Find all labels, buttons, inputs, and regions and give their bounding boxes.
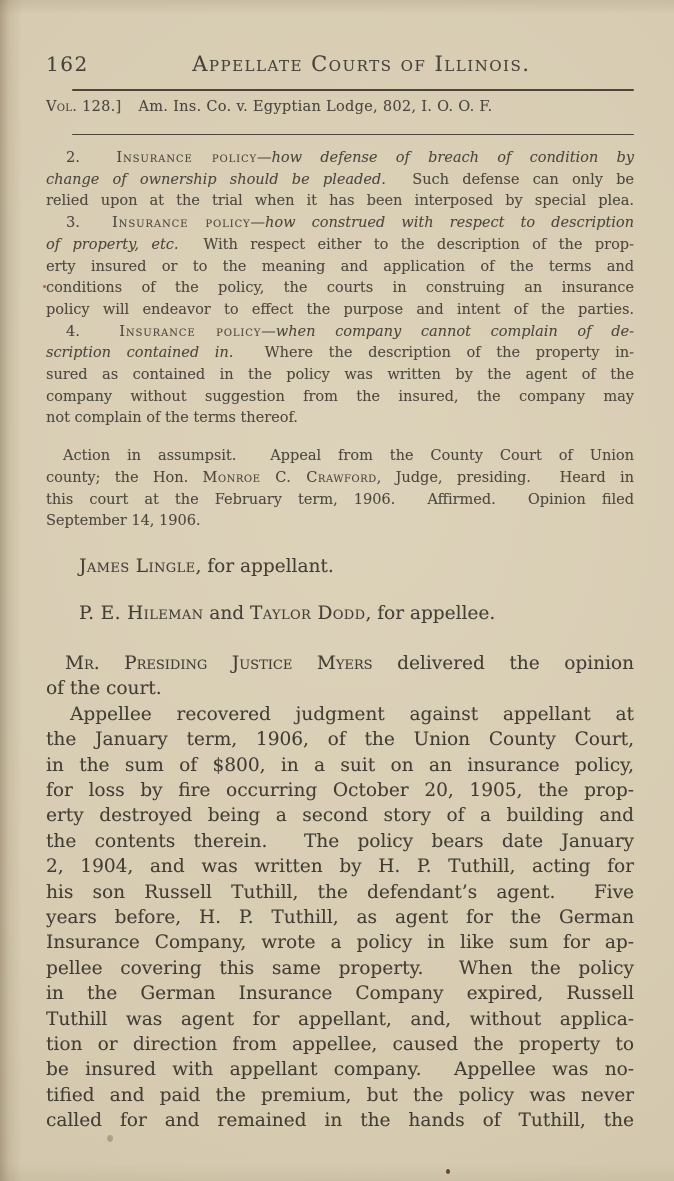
text-line: for loss by fire occurring October 20, 1905, the prop- xyxy=(46,779,634,801)
text-line: tified and paid the premium, but the policy was never xyxy=(46,1084,634,1106)
text-line: 3. Insurance policy—how construed with respect to description xyxy=(66,215,634,232)
text-line: September 14, 1906. xyxy=(46,513,201,530)
text-line: the contents therein. The policy bears date January xyxy=(46,830,634,852)
text-line: erty destroyed being a second story of a building and xyxy=(46,805,634,827)
ink-speck xyxy=(446,1169,450,1174)
text-line: 2. Insurance policy—how defense of breach of condition by xyxy=(66,150,634,166)
text-line: in the sum of $800, in a suit on an insurance policy, xyxy=(46,754,634,776)
text-line: Tuthill was agent for appellant, and, without applica- xyxy=(46,1008,634,1030)
text-line: conditions of the policy, the courts in construing an insurance xyxy=(46,280,634,297)
text-line: change of ownership should be pleaded. Such defense can only be xyxy=(46,171,634,188)
page-content xyxy=(46,52,634,1134)
text-line: James Lingle, for appellant. xyxy=(79,555,334,577)
text-line: Action in assumpsit. Appeal from the County Court of Union xyxy=(63,448,634,465)
text-line: of property, etc. With respect either to the description of the prop- xyxy=(46,236,634,253)
horizontal-rule xyxy=(72,134,634,135)
text-line: Appellee recovered judgment against appellant at xyxy=(70,703,634,725)
counsel-appellant xyxy=(46,554,634,580)
text-line: 4. Insurance policy—when company cannot complain of de- xyxy=(66,323,634,340)
text-line: called for and remained in the hands of Tuthill, the xyxy=(46,1110,634,1132)
page-header xyxy=(46,52,634,76)
text-line: pellee covering this same property. When the policy xyxy=(46,957,634,979)
text-line: 2, 1904, and was written by H. P. Tuthill, acting for xyxy=(46,856,634,878)
page-number: 162 xyxy=(46,52,89,76)
case-history xyxy=(46,446,634,533)
text-line: sured as contained in the policy was written by the agent of the xyxy=(46,367,634,384)
headnote-2 xyxy=(46,148,634,213)
headnote-4 xyxy=(46,322,634,431)
opinion-heading xyxy=(46,651,634,702)
text-line: policy will endeavor to effect the purpose and intent of the parties. xyxy=(46,301,634,318)
text-line: erty insured or to the meaning and application of the terms and xyxy=(46,258,634,275)
volume-case-line xyxy=(46,91,634,121)
running-title: Appellate Courts of Illinois. xyxy=(192,52,531,76)
text-line: be insured with appellant company. Appellee was no- xyxy=(46,1059,634,1081)
volume-label: Vol. 128.] xyxy=(46,99,122,115)
text-line: P. E. Hileman and Taylor Dodd, for appellee. xyxy=(79,602,496,624)
text-line: Insurance Company, wrote a policy in like sum for ap- xyxy=(46,932,634,954)
opinion-body xyxy=(46,702,634,1134)
text-line: years before, H. P. Tuthill, as agent for the German xyxy=(46,907,634,929)
text-line: the January term, 1906, of the Union County Court, xyxy=(46,729,634,751)
page-body-text xyxy=(46,148,634,1134)
text-line: his son Russell Tuthill, the defendant’s agent. Five xyxy=(46,881,634,903)
text-line: of the court. xyxy=(46,678,162,700)
text-line: in the German Insurance Company expired, Russell xyxy=(46,983,634,1005)
counsel-appellee xyxy=(46,601,634,627)
text-line: not complain of the terms thereof. xyxy=(46,410,298,427)
case-title: Am. Ins. Co. v. Egyptian Lodge, 802, I. O. O. F. xyxy=(138,99,493,115)
ink-speck xyxy=(107,1135,113,1142)
text-line: scription contained in. Where the description of the property in- xyxy=(46,345,634,362)
headnote-3 xyxy=(46,213,634,322)
text-line: Mr. Presiding Justice Myers delivered the opinion xyxy=(65,652,634,674)
text-line: county; the Hon. Monroe C. Crawford, Judge, presiding. Heard in xyxy=(46,469,634,486)
text-line: this court at the February term, 1906. Affirmed. Opinion filed xyxy=(46,491,634,508)
ink-speck xyxy=(43,285,46,288)
text-line: company without suggestion from the insured, the company may xyxy=(46,388,634,405)
text-line: relied upon at the trial when it has been interposed by special plea. xyxy=(46,193,634,210)
text-line: tion or direction from appellee, caused the property to xyxy=(46,1034,634,1056)
